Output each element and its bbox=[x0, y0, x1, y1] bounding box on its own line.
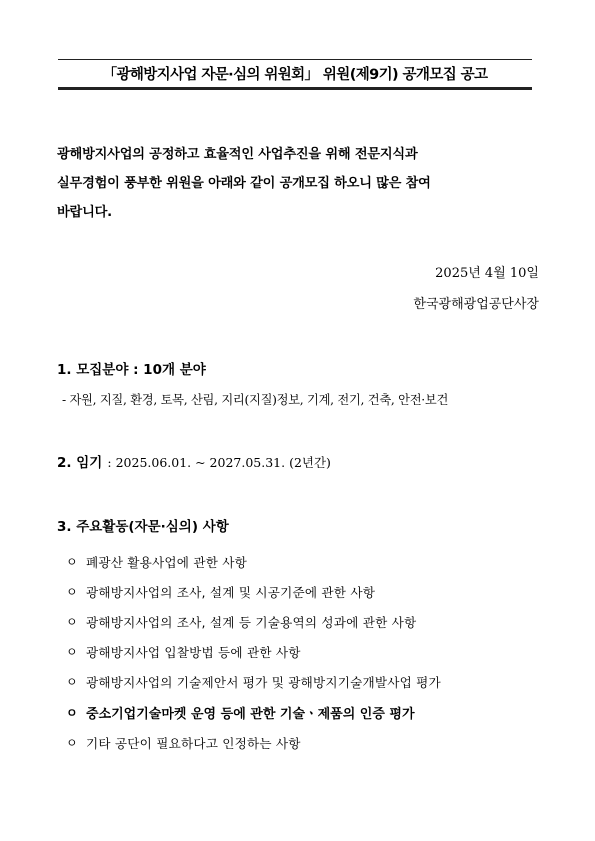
bullet-icon: ㅇ bbox=[66, 584, 78, 599]
intro-line-3: 바랍니다. bbox=[57, 205, 112, 220]
list-item-text: 광해방지사업 입찰방법 등에 관한 사항 bbox=[86, 645, 301, 661]
list-item-text: 폐광산 활용사업에 관한 사항 bbox=[86, 554, 247, 570]
bullet-icon: ㅇ bbox=[66, 554, 78, 569]
list-item bbox=[66, 727, 441, 757]
list-item bbox=[66, 667, 441, 697]
section-3-list bbox=[66, 546, 441, 757]
title-box bbox=[58, 59, 532, 90]
list-item-text: 광해방지사업의 기술제안서 평가 및 광해방지기술개발사업 평가 bbox=[86, 675, 441, 691]
list-item-text: 광해방지사업의 조사, 설계 및 시공기준에 관한 사항 bbox=[86, 584, 376, 600]
document-title: 「광해방지사업 자문·심의 위원회」 위원(제9기) 공개모집 공고 bbox=[102, 67, 488, 83]
list-item-text: 기타 공단이 필요하다고 인정하는 사항 bbox=[86, 735, 301, 751]
bullet-icon: ㅇ bbox=[66, 735, 78, 750]
bullet-icon: ㅇ bbox=[66, 614, 78, 629]
intro-paragraph bbox=[57, 140, 541, 227]
intro-line-1: 광해방지사업의 공정하고 효율적인 사업추진을 위해 전문지식과 bbox=[57, 147, 418, 162]
bullet-icon: ㅇ bbox=[66, 645, 78, 660]
list-item bbox=[66, 546, 441, 576]
announcement-date: 2025년 4월 10일 bbox=[435, 266, 539, 281]
section-3-heading: 3. 주요활동(자문·심의) 사항 bbox=[57, 519, 229, 535]
intro-line-2: 실무경험이 풍부한 위원을 아래와 같이 공개모집 하오니 많은 참여 bbox=[57, 176, 431, 191]
list-item bbox=[66, 606, 441, 636]
section-2 bbox=[57, 451, 331, 471]
section-2-value: : 2025.06.01. ~ 2027.05.31. (2년간) bbox=[107, 455, 331, 470]
bullet-icon: ㅇ bbox=[66, 675, 78, 690]
section-2-heading: 2. 임기 bbox=[57, 455, 103, 471]
list-item-text: 중소기업기술마켓 운영 등에 관한 기술ㆍ제품의 인증 평가 bbox=[86, 706, 415, 722]
list-item bbox=[66, 637, 441, 667]
list-item bbox=[66, 576, 441, 606]
signer-name: 한국광해광업공단사장 bbox=[413, 297, 539, 312]
bullet-icon: ㅇ bbox=[66, 705, 78, 720]
section-1-heading: 1. 모집분야 : 10개 분야 bbox=[57, 362, 206, 378]
list-item-highlighted bbox=[66, 697, 441, 727]
list-item-text: 광해방지사업의 조사, 설계 등 기술용역의 성과에 관한 사항 bbox=[86, 614, 417, 630]
section-1-detail: - 자원, 지질, 환경, 토목, 산림, 지리(지질)정보, 기계, 전기, 건축, 안전·보건 bbox=[62, 393, 449, 407]
